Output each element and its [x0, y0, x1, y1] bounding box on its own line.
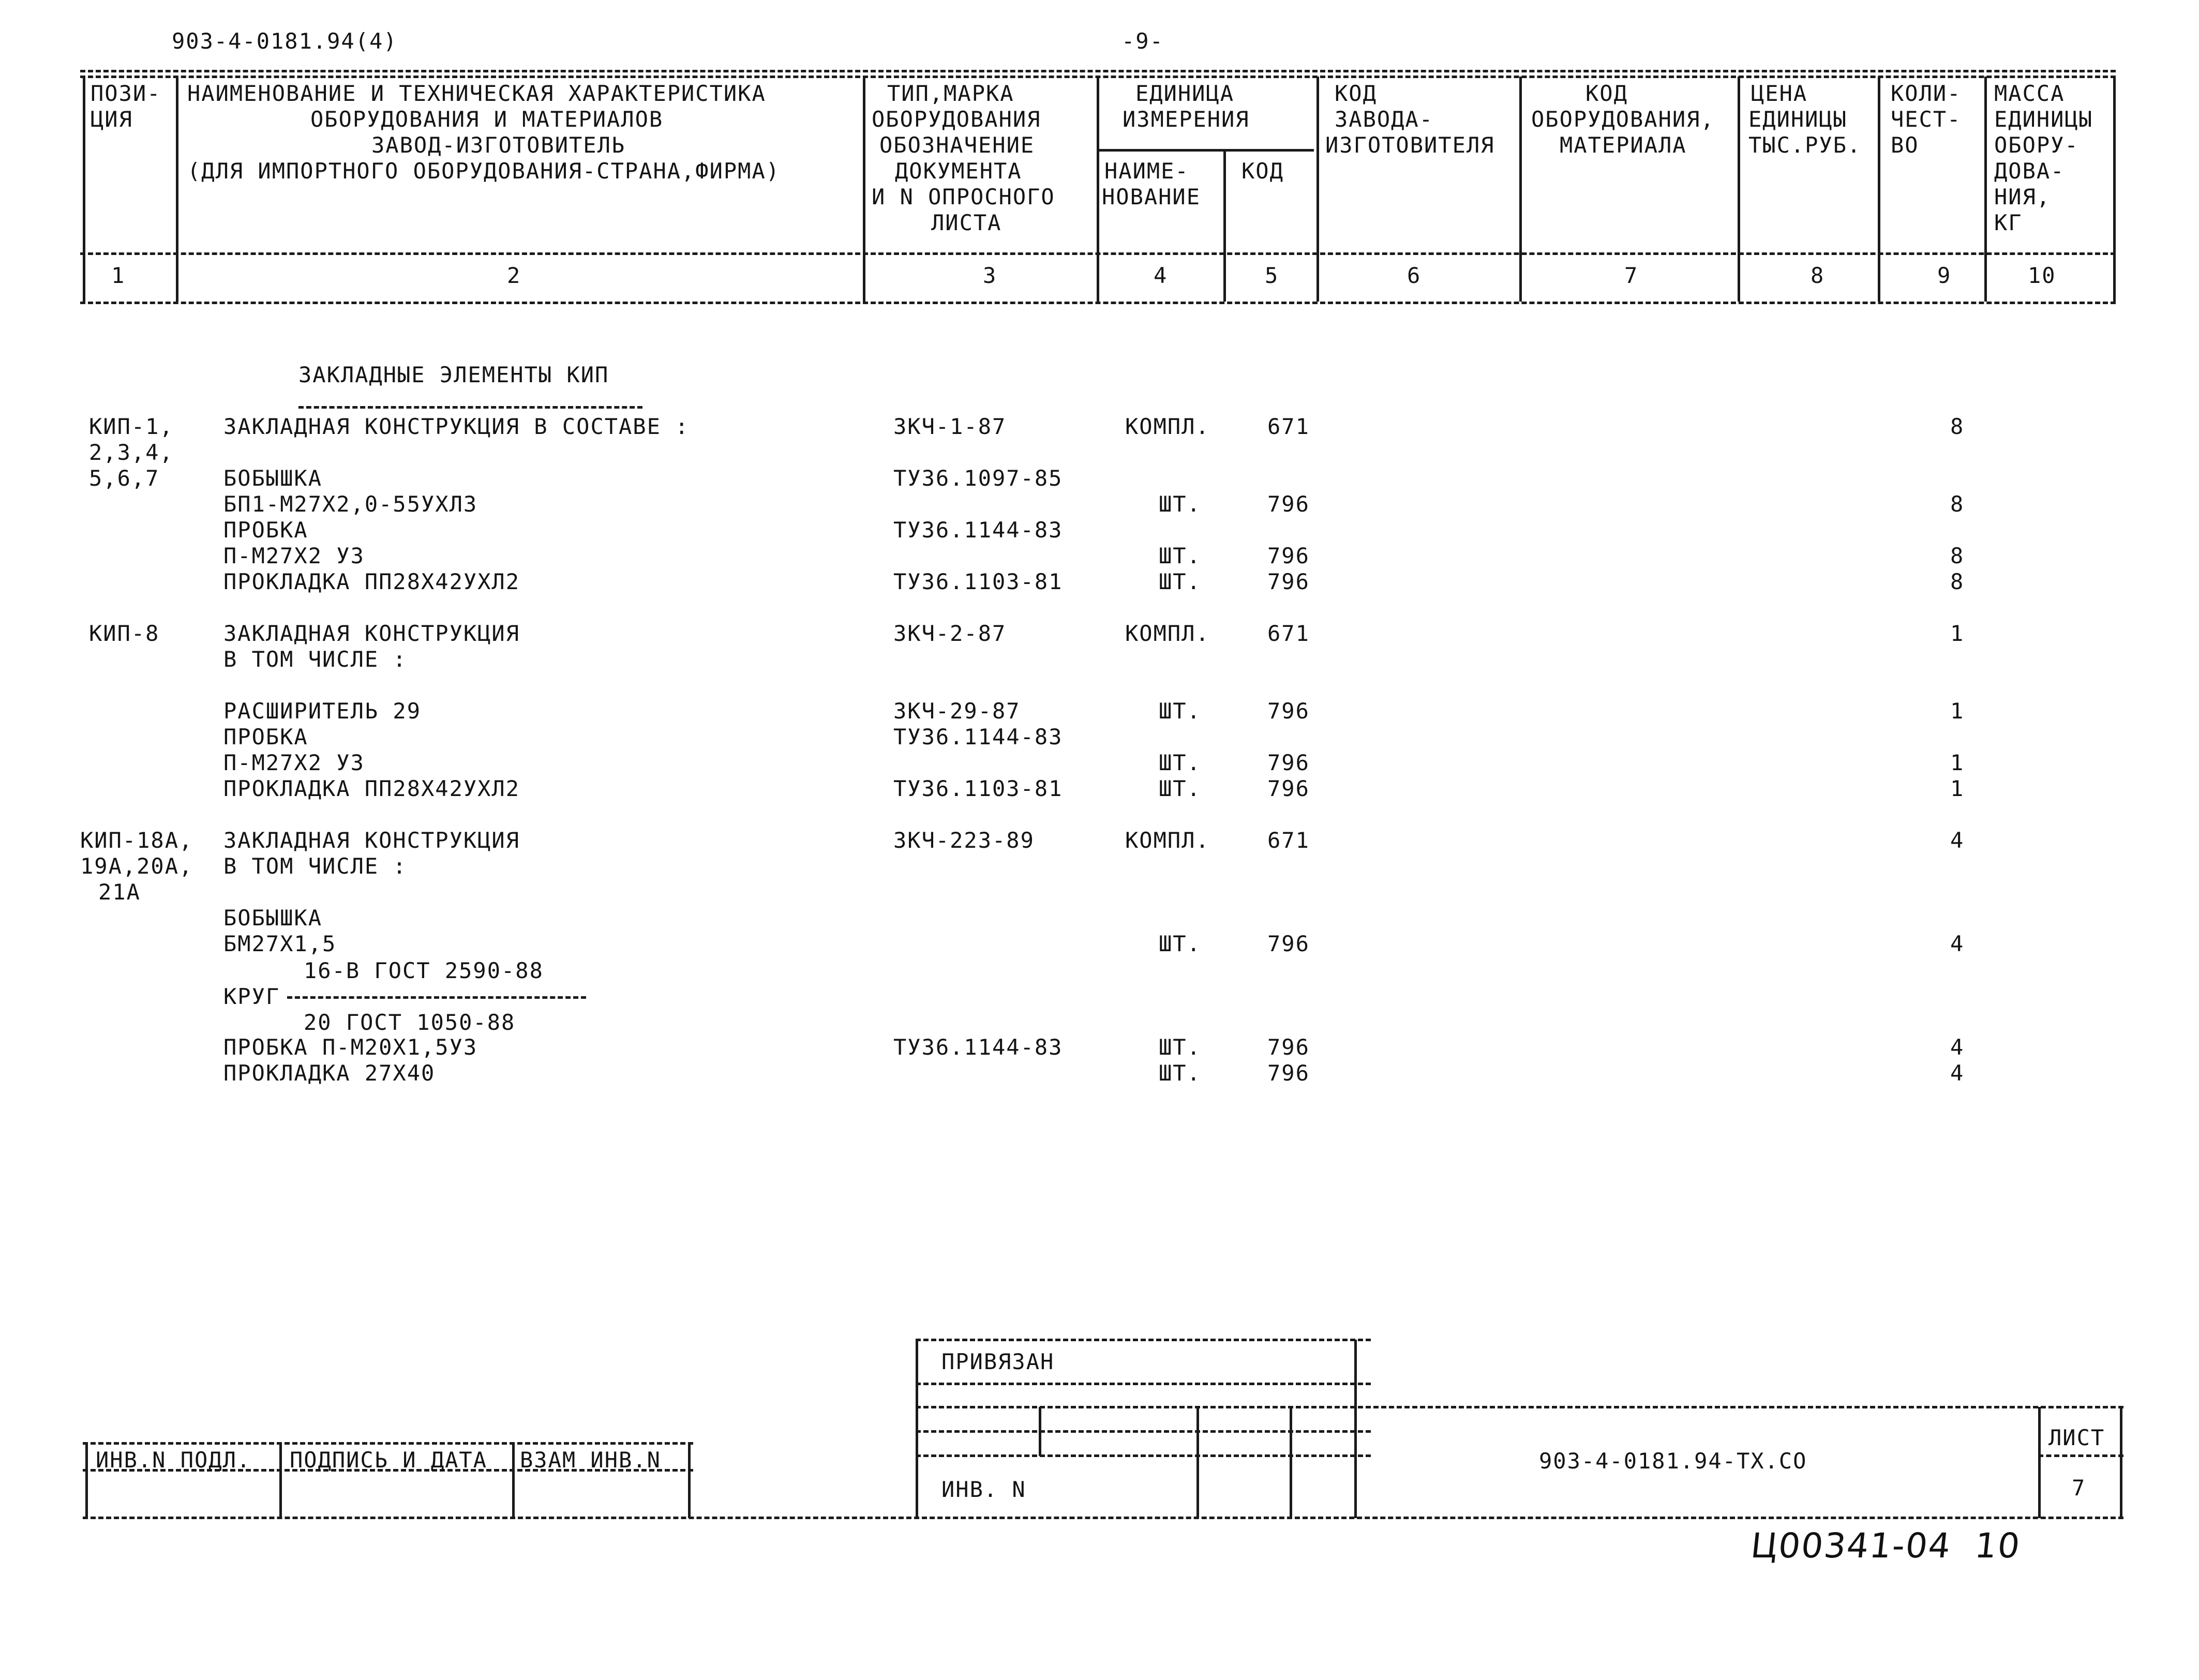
header-col10-line: КГ: [1994, 210, 2023, 235]
col-divider: [1738, 77, 1740, 302]
page-number: -9-: [1121, 28, 1164, 54]
col-divider: [1519, 77, 1522, 302]
header-col3-line: ОБОЗНАЧЕНИЕ: [879, 132, 1035, 158]
row-quantity: 1: [1950, 750, 1965, 775]
row-quantity: 8: [1950, 491, 1965, 517]
row-position: КИП-8: [89, 621, 160, 646]
row-quantity: 1: [1950, 776, 1965, 801]
header-col8-line: ЕДИНИЦЫ: [1748, 107, 1848, 132]
header-top-rule: [80, 70, 2116, 72]
row-unit: ШТ.: [1159, 1060, 1201, 1086]
header-col10-line: ДОВА-: [1994, 158, 2065, 184]
stamp-rule: [916, 1454, 1371, 1457]
header-col7-line: ОБОРУДОВАНИЯ,: [1531, 107, 1715, 132]
stamp-divider: [1290, 1407, 1292, 1518]
header-col2-line: НАИМЕНОВАНИЕ И ТЕХНИЧЕСКАЯ ХАРАКТЕРИСТИКА: [187, 81, 766, 106]
row-position: 2,3,4,: [89, 440, 174, 465]
col-divider: [1097, 77, 1099, 302]
header-col9-line: КОЛИ-: [1891, 81, 1962, 106]
row-name: БМ27Х1,5: [223, 931, 337, 956]
row-name: ПРОБКА: [223, 517, 308, 543]
row-unit: КОМПЛ.: [1125, 621, 1210, 646]
row-code: 671: [1267, 414, 1310, 439]
stamp-divider: [916, 1340, 918, 1518]
vzam-inv-label: ВЗАМ ИНВ.N: [520, 1447, 661, 1473]
row-quantity: 8: [1950, 569, 1965, 594]
row-position: 21А: [98, 879, 141, 905]
header-col4-line: НОВАНИЕ: [1102, 184, 1201, 209]
row-unit: КОМПЛ.: [1125, 828, 1210, 853]
row-name: П-М27Х2 У3: [223, 750, 365, 775]
privyazan-label: ПРИВЯЗАН: [941, 1349, 1055, 1374]
row-quantity: 1: [1950, 621, 1965, 646]
stamp-divider: [2120, 1407, 2122, 1518]
col-divider: [863, 77, 865, 302]
header-col1-line: ПОЗИ-: [91, 81, 161, 106]
column-number: 2: [507, 263, 521, 288]
row-type: ТУ36.1103-81: [893, 776, 1063, 801]
header-col8-line: ЦЕНА: [1751, 81, 1808, 106]
col-divider: [1223, 150, 1226, 302]
stamp-rule: [916, 1383, 1371, 1385]
row-code: 796: [1267, 569, 1310, 594]
row-code: 671: [1267, 621, 1310, 646]
col-divider: [176, 77, 178, 302]
row-name: ПРОБКА: [223, 724, 308, 749]
row-name: ЗАКЛАДНАЯ КОНСТРУКЦИЯ: [223, 621, 520, 646]
stamp-divider: [85, 1443, 88, 1518]
row-code: 671: [1267, 828, 1310, 853]
header-col9-line: ВО: [1891, 132, 1919, 158]
row-code: 796: [1267, 776, 1310, 801]
column-number: 8: [1811, 263, 1825, 288]
row-name: ПРОКЛАДКА 27Х40: [223, 1060, 436, 1086]
stamp-divider: [688, 1443, 691, 1518]
stamp-rule: [83, 1517, 2123, 1519]
row-quantity: 8: [1950, 414, 1965, 439]
header-col3-line: ТИП,МАРКА: [887, 81, 1014, 106]
sheet-number: 7: [2072, 1475, 2086, 1501]
header-unit-group-line: ЕДИНИЦА: [1135, 81, 1235, 106]
stamp-rule: [916, 1430, 1371, 1433]
stamp-rule: [916, 1339, 1371, 1341]
row-type: ТУ36.1144-83: [893, 724, 1063, 749]
header-col7-line: МАТЕРИАЛА: [1560, 132, 1687, 158]
header-col8-line: ТЫС.РУБ.: [1748, 132, 1862, 158]
row-type: ТУ36.1144-83: [893, 517, 1063, 543]
column-number: 6: [1407, 263, 1422, 288]
row-type: ЗКЧ-223-89: [893, 828, 1035, 853]
stamp-divider: [2038, 1407, 2041, 1518]
column-number: 10: [2028, 263, 2056, 288]
column-number: 5: [1265, 263, 1279, 288]
row-code: 796: [1267, 750, 1310, 775]
row-name: ПРОБКА П-М20Х1,5У3: [223, 1034, 478, 1060]
header-col3-line: ЛИСТА: [931, 210, 1002, 235]
row-type: ТУ36.1144-83: [893, 1034, 1063, 1060]
handwritten-archive-code: Ц00341-04 10: [1748, 1526, 2023, 1566]
row-name: БОБЫШКА: [223, 466, 323, 491]
row-quantity: 4: [1950, 1034, 1965, 1060]
document-code: 903-4-0181.94-ТХ.СО: [1539, 1448, 1807, 1474]
row-name: ПРОКЛАДКА ПП28Х42УХЛ2: [223, 569, 520, 594]
row-quantity: 4: [1950, 1060, 1965, 1086]
header-col2-line: ЗАВОД-ИЗГОТОВИТЕЛЬ: [371, 132, 626, 158]
header-col7-line: КОД: [1585, 81, 1628, 106]
row-quantity: 4: [1950, 828, 1965, 853]
document-code-top: 903-4-0181.94(4): [172, 28, 398, 54]
stamp-divider: [512, 1443, 515, 1518]
sheet-label: ЛИСТ: [2048, 1425, 2105, 1450]
stamp-rule: [916, 1406, 2123, 1408]
col-divider: [1878, 77, 1880, 302]
row-name: БОБЫШКА: [223, 905, 323, 931]
row-name: РАСШИРИТЕЛЬ 29: [223, 698, 422, 724]
stamp-rule: [2038, 1454, 2123, 1457]
section-title-underline: [298, 406, 642, 409]
row-unit: ШТ.: [1159, 931, 1201, 956]
header-col2-line: ОБОРУДОВАНИЯ И МАТЕРИАЛОВ: [310, 107, 664, 132]
row-quantity: 4: [1950, 931, 1965, 956]
stamp-divider: [1039, 1407, 1041, 1456]
row-quantity: 8: [1950, 543, 1965, 568]
header-col6-line: КОД: [1335, 81, 1377, 106]
stamp-divider: [1354, 1340, 1357, 1518]
col-divider: [1317, 77, 1319, 302]
krug-numerator: 16-В ГОСТ 2590-88: [304, 958, 544, 983]
row-name: ЗАКЛАДНАЯ КОНСТРУКЦИЯ: [223, 828, 520, 853]
inv-n-label: ИНВ. N: [941, 1477, 1026, 1502]
col-divider: [2113, 77, 2116, 302]
stamp-rule: [83, 1442, 693, 1445]
row-unit: ШТ.: [1159, 776, 1201, 801]
row-name: В ТОМ ЧИСЛЕ :: [223, 647, 407, 672]
row-unit: ШТ.: [1159, 1034, 1201, 1060]
row-type: ЗКЧ-2-87: [893, 621, 1007, 646]
header-col3-line: И N ОПРОСНОГО: [872, 184, 1055, 209]
row-code: 796: [1267, 698, 1310, 724]
header-col1-line: ЦИЯ: [91, 107, 133, 132]
row-name: БП1-М27Х2,0-55УХЛ3: [223, 491, 478, 517]
row-unit: КОМПЛ.: [1125, 414, 1210, 439]
krug-fraction-bar: [287, 996, 586, 999]
row-code: 796: [1267, 1034, 1310, 1060]
inv-podl-label: ИНВ.N ПОДЛ.: [96, 1447, 251, 1473]
row-unit: ШТ.: [1159, 750, 1201, 775]
krug-denominator: 20 ГОСТ 1050-88: [304, 1010, 516, 1035]
row-code: 796: [1267, 543, 1310, 568]
row-type: ЗКЧ-1-87: [893, 414, 1007, 439]
header-col6-line: ЗАВОДА-: [1335, 107, 1434, 132]
col-divider: [83, 77, 85, 302]
row-position: КИП-18А,: [80, 828, 193, 853]
row-quantity: 1: [1950, 698, 1965, 724]
row-code: 796: [1267, 1060, 1310, 1086]
header-col3-line: ОБОРУДОВАНИЯ: [872, 107, 1041, 132]
header-col10-line: ЕДИНИЦЫ: [1994, 107, 2093, 132]
row-type: ТУ36.1097-85: [893, 466, 1063, 491]
stamp-divider: [1196, 1407, 1199, 1518]
row-position: 19А,20А,: [80, 853, 193, 879]
column-number: 1: [111, 263, 126, 288]
row-unit: ШТ.: [1159, 698, 1201, 724]
row-unit: ШТ.: [1159, 491, 1201, 517]
header-col4-line: НАИМЕ-: [1104, 158, 1189, 184]
row-name: В ТОМ ЧИСЛЕ :: [223, 853, 407, 879]
header-col10-line: ОБОРУ-: [1994, 132, 2079, 158]
column-number: 7: [1624, 263, 1639, 288]
stamp-divider: [279, 1443, 282, 1518]
unit-group-rule: [1097, 149, 1314, 152]
header-col5-line: КОД: [1241, 158, 1284, 184]
row-unit: ШТ.: [1159, 569, 1201, 594]
row-name: ЗАКЛАДНАЯ КОНСТРУКЦИЯ В СОСТАВЕ :: [223, 414, 690, 439]
header-unit-group-line: ИЗМЕРЕНИЯ: [1123, 107, 1250, 132]
krug-label: КРУГ: [223, 984, 280, 1009]
signature-date-label: ПОДПИСЬ И ДАТА: [290, 1447, 488, 1473]
row-position: 5,6,7: [89, 466, 160, 491]
column-number: 9: [1937, 263, 1952, 288]
section-title: ЗАКЛАДНЫЕ ЭЛЕМЕНТЫ КИП: [298, 362, 609, 387]
row-code: 796: [1267, 491, 1310, 517]
numbers-bottom-rule: [80, 302, 2116, 304]
header-col2-line: (ДЛЯ ИМПОРТНОГО ОБОРУДОВАНИЯ-СТРАНА,ФИРМА): [187, 158, 781, 184]
header-col3-line: ДОКУМЕНТА: [895, 158, 1022, 184]
row-code: 796: [1267, 931, 1310, 956]
header-col10-line: МАССА: [1994, 81, 2065, 106]
row-name: ПРОКЛАДКА ПП28Х42УХЛ2: [223, 776, 520, 801]
header-col10-line: НИЯ,: [1994, 184, 2051, 209]
row-type: ЗКЧ-29-87: [893, 698, 1021, 724]
column-number: 4: [1154, 263, 1168, 288]
column-number: 3: [983, 263, 997, 288]
row-name: П-М27Х2 У3: [223, 543, 365, 568]
header-col6-line: ИЗГОТОВИТЕЛЯ: [1325, 132, 1495, 158]
row-position: КИП-1,: [89, 414, 174, 439]
header-col9-line: ЧЕСТ-: [1891, 107, 1962, 132]
row-type: ТУ36.1103-81: [893, 569, 1063, 594]
col-divider: [1984, 77, 1987, 302]
row-unit: ШТ.: [1159, 543, 1201, 568]
